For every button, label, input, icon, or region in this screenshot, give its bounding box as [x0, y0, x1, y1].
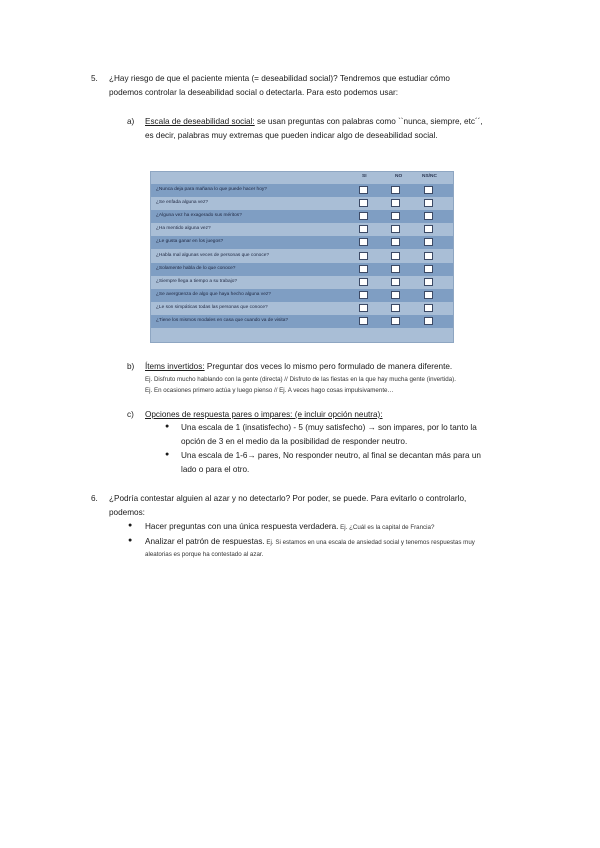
checkbox-no[interactable] — [391, 199, 400, 207]
checkbox-nsnc[interactable] — [424, 186, 433, 194]
checkbox-nsnc[interactable] — [424, 238, 433, 246]
checkbox-si[interactable] — [359, 225, 368, 233]
checkbox-nsnc[interactable] — [424, 317, 433, 325]
survey-question: ¿Nunca deja para mañana lo que puede hacer hoy? — [156, 187, 267, 192]
checkbox-si[interactable] — [359, 212, 368, 220]
checkbox-si[interactable] — [359, 252, 368, 260]
question-6-number: 6. — [91, 494, 98, 503]
survey-row — [151, 276, 453, 289]
item-c-bullet-2-line2: lado o para el otro. — [181, 465, 250, 474]
checkbox-si[interactable] — [359, 199, 368, 207]
checkbox-si[interactable] — [359, 186, 368, 194]
bullet-dot: ● — [165, 423, 170, 430]
checkbox-no[interactable] — [391, 186, 400, 194]
survey-row — [151, 289, 453, 302]
question-6-text — [109, 492, 534, 520]
checkbox-no[interactable] — [391, 212, 400, 220]
item-c-bullet-2-line1: Una escala de 1-6→ pares, No responder neutro, al final se decantan más para un — [181, 451, 481, 460]
survey-row — [151, 184, 453, 197]
survey-column-nsnc: NS/NC — [422, 174, 437, 179]
item-c-bullet-1-line1: Una escala de 1 (insatisfecho) - 5 (muy satisfecho) → son impares, por lo tanto la — [181, 423, 477, 432]
checkbox-no[interactable] — [391, 265, 400, 273]
survey-row — [151, 302, 453, 315]
survey-row — [151, 263, 453, 276]
question-6-line1: ¿Podría contestar alguien al azar y no detectarlo? Por poder, se puede. Para evitarlo o controlarlo, — [109, 494, 467, 503]
survey-row — [151, 210, 453, 223]
item-a-line2: es decir, palabras muy extremas que pueden indicar algo de deseabilidad social. — [145, 131, 438, 140]
item-a-line1 — [145, 115, 530, 129]
survey-row — [151, 236, 453, 249]
item-b-text: Preguntar dos veces lo mismo pero formulado de manera diferente. — [204, 362, 453, 371]
checkbox-nsnc[interactable] — [424, 278, 433, 286]
item-b-block — [145, 360, 530, 396]
survey-question: ¿Habla mal algunas veces de personas que conoce? — [156, 252, 270, 258]
survey-row — [151, 197, 453, 210]
item-a-text-part1: se usan preguntas con palabras como ``nunca, siempre, etc´´, — [254, 117, 483, 126]
item-c-bullet-1-line2: opción de 3 en el medio da la posibilidad de responder neutro. — [181, 437, 408, 446]
checkbox-no[interactable] — [391, 291, 400, 299]
checkbox-si[interactable] — [359, 317, 368, 325]
checkbox-no[interactable] — [391, 225, 400, 233]
survey-row — [151, 250, 453, 263]
question-5-text — [109, 72, 527, 100]
item-b-example-1: Ej. Disfruto mucho hablando con la gente (directa) // Disfruto de las fiestas en la que hay mucha gente (invertida). — [145, 376, 456, 383]
item-b-line — [145, 360, 530, 374]
item-a-marker: a) — [127, 117, 135, 126]
question-6-bullet-2-example-1: Ej. Si estamos en una escala de ansiedad social y tenemos respuestas muy — [264, 539, 475, 546]
social-desirability-survey-table — [150, 171, 454, 343]
survey-question: ¿Se avergüenza de algo que haya hecho alguna vez? — [156, 291, 271, 297]
survey-question: ¿Se enfada alguna vez? — [156, 200, 209, 206]
question-6-bullet-1 — [145, 520, 530, 534]
survey-question: ¿Solamente habla de lo que conoce? — [156, 265, 236, 271]
checkbox-nsnc[interactable] — [424, 252, 433, 260]
item-b-example-2: Ej. En ocasiones primero actúa y luego pienso // Ej. A veces hago cosas impulsivamente… — [145, 387, 394, 394]
question-5-line2: podemos controlar la deseabilidad social o detectarla. Para esto podemos usar: — [109, 88, 399, 97]
item-c-bullet-2 — [181, 449, 527, 477]
question-6-bullet-2-example-2: aleatorias es porque ha contestado al azar. — [145, 551, 264, 558]
checkbox-si[interactable] — [359, 278, 368, 286]
question-6-line2: podemos: — [109, 508, 145, 517]
bullet-dot: ● — [128, 522, 133, 529]
item-c-marker: c) — [127, 410, 134, 419]
item-b-title: Ítems invertidos: — [145, 362, 205, 371]
checkbox-nsnc[interactable] — [424, 265, 433, 273]
checkbox-no[interactable] — [391, 317, 400, 325]
checkbox-nsnc[interactable] — [424, 225, 433, 233]
checkbox-no[interactable] — [391, 238, 400, 246]
checkbox-si[interactable] — [359, 265, 368, 273]
question-5-number: 5. — [91, 74, 98, 83]
checkbox-si[interactable] — [359, 304, 368, 312]
checkbox-no[interactable] — [391, 278, 400, 286]
survey-question: ¿Siempre llega a tiempo a su trabajo? — [156, 278, 238, 284]
survey-column-si: SI — [362, 174, 367, 179]
survey-header — [151, 172, 453, 184]
checkbox-nsnc[interactable] — [424, 304, 433, 312]
item-a-text — [145, 115, 530, 143]
checkbox-nsnc[interactable] — [424, 199, 433, 207]
survey-question: ¿Le son simpáticas todas las personas que conoce? — [156, 304, 268, 310]
checkbox-nsnc[interactable] — [424, 212, 433, 220]
bullet-dot: ● — [165, 451, 170, 458]
checkbox-si[interactable] — [359, 238, 368, 246]
survey-column-no: NO — [395, 174, 403, 179]
survey-question: ¿Tiene los mismos modales en casa que cuando va de visita? — [156, 318, 289, 323]
checkbox-nsnc[interactable] — [424, 291, 433, 299]
item-a-title: Escala de deseabilidad social: — [145, 117, 255, 126]
survey-question: ¿Ha mentido alguna vez? — [156, 226, 211, 232]
question-6-bullet-2 — [145, 535, 530, 560]
checkbox-si[interactable] — [359, 291, 368, 299]
checkbox-no[interactable] — [391, 252, 400, 260]
survey-row — [151, 223, 453, 236]
bullet-dot: ● — [128, 537, 133, 544]
question-6-bullet-2-line1 — [145, 535, 530, 549]
question-6-bullet-1-text: Hacer preguntas con una única respuesta verdadera. — [145, 522, 339, 531]
item-c-bullet-1 — [181, 421, 527, 449]
survey-question: ¿Alguna vez ha exagerado sus méritos? — [156, 213, 242, 219]
question-6-bullet-1-example: Ej. ¿Cuál es la capital de Francia? — [338, 524, 435, 531]
item-c-title: Opciones de respuesta pares o impares: (e incluir opción neutra): — [145, 410, 383, 419]
question-6-bullet-2-text: Analizar el patrón de respuestas. — [145, 537, 265, 546]
survey-row — [151, 315, 453, 328]
item-b-marker: b) — [127, 362, 135, 371]
checkbox-no[interactable] — [391, 304, 400, 312]
survey-question: ¿Le gusta ganar en los juegos? — [156, 239, 224, 245]
question-5-line1: ¿Hay riesgo de que el paciente mienta (= deseabilidad social)? Tendremos que estudiar cómo — [109, 74, 450, 83]
